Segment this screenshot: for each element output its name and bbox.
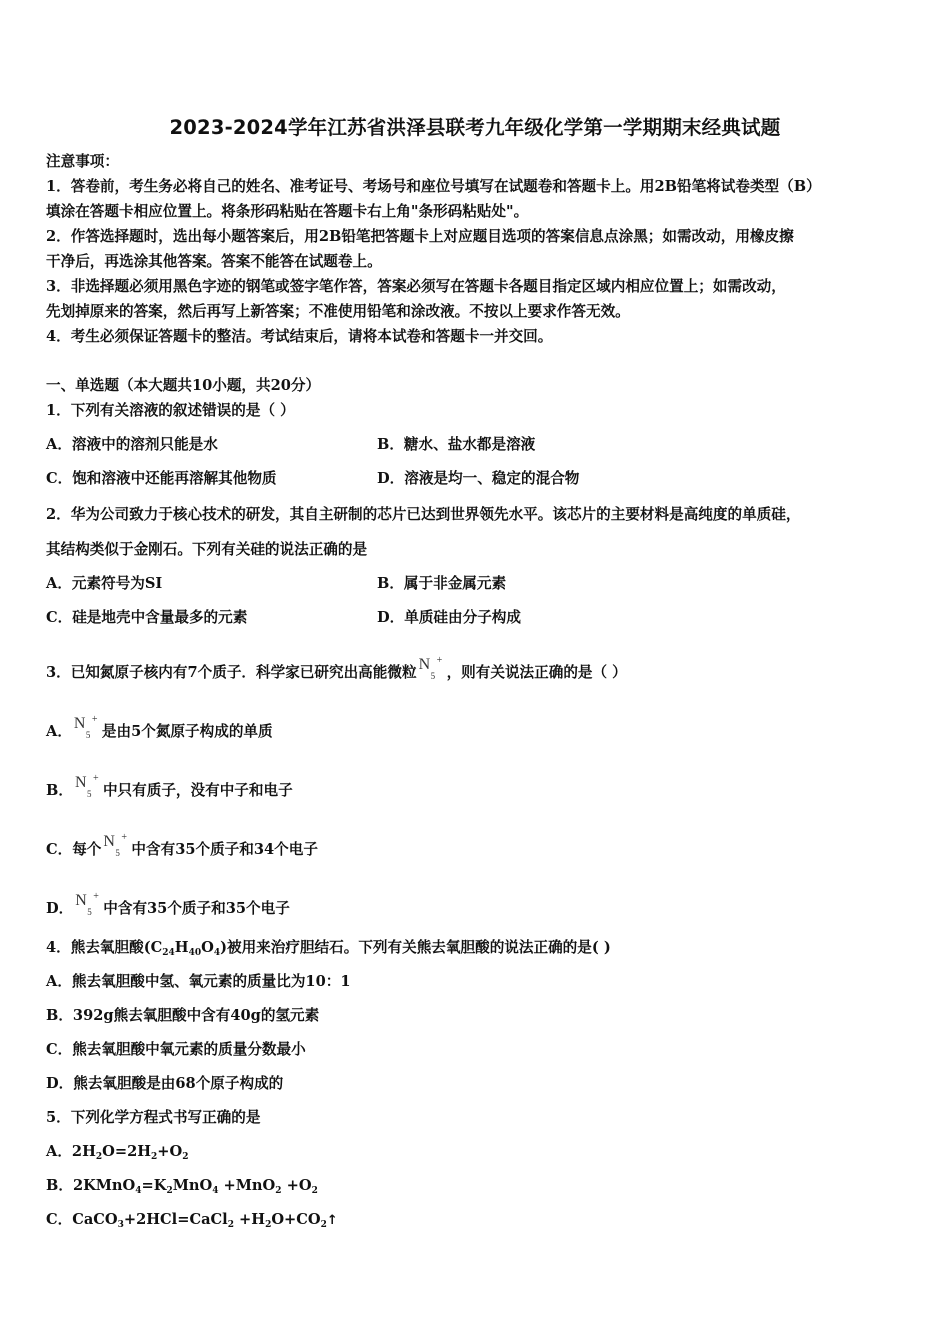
q1-option-c: C．饱和溶液中还能再溶解其他物质 [46, 470, 277, 487]
n5-ion-formula: N 5 + [74, 773, 99, 799]
q1-option-a: A．溶液中的溶剂只能是水 [46, 436, 218, 453]
notice-line: 先划掉原来的答案，然后再写上新答案；不准使用铅笔和涂改液。不按以上要求作答无效。 [46, 303, 630, 320]
notice-line: 干净后，再选涂其他答案。答案不能答在试题卷上。 [46, 253, 382, 270]
notice-line: 2．作答选择题时，选出每小题答案后，用2B铅笔把答题卡上对应题目选项的答案信息点涂黑；如需改动，用橡皮擦 [46, 228, 794, 245]
question-2-stem: 2．华为公司致力于核心技术的研发，其自主研制的芯片已达到世界领先水平。该芯片的主要材料是高纯度的单质硅， [46, 506, 801, 523]
question-5-stem: 5．下列化学方程式书写正确的是 [46, 1109, 261, 1126]
q2-option-c: C．硅是地壳中含量最多的元素 [46, 609, 248, 626]
notice-line: 3．非选择题必须用黑色字迹的钢笔或签字笔作答，答案必须写在答题卡各题目指定区域内相应位置上；如需改动， [46, 278, 786, 295]
q3-option-b: B． N 5 + 中只有质子，没有中子和电子 [46, 773, 293, 799]
section-heading: 一、单选题（本大题共10小题，共20分） [46, 377, 321, 394]
q2-option-b: B．属于非金属元素 [377, 575, 507, 592]
q3-stem-text: 3．已知氮原子核内有7个质子．科学家已研究出高能微粒 [46, 664, 417, 681]
n5-ion-formula: N 5 + [103, 832, 128, 858]
q3-stem-text: ，则有关说法正确的是（ ） [446, 664, 627, 681]
gas-arrow-icon: ↑ [326, 1213, 338, 1228]
question-1-stem: 1．下列有关溶液的叙述错误的是（ ） [46, 402, 295, 419]
q2-option-d: D．单质硅由分子构成 [377, 609, 522, 626]
q4-option-b: B．392g熊去氧胆酸中含有40g的氢元素 [46, 1007, 320, 1024]
notice-line: 4．考生必须保证答题卡的整洁。考试结束后，请将本试卷和答题卡一并交回。 [46, 328, 553, 345]
n5-ion-formula: N 5 + [418, 655, 443, 681]
q5-option-b: B．$2KMnO_4=K_2MnO_4 +MnO_2 +O_2$ [46, 1177, 318, 1196]
q1-option-d: D．溶液是均一、稳定的混合物 [377, 470, 580, 487]
q3-option-c: C．每个 N 5 + 中含有35个质子和34个电子 [46, 832, 318, 858]
question-4-stem: 4．熊去氧胆酸$(C_{24}H_{40}O_4)$被用来治疗胆结石。下列有关熊去氧胆酸的说法正确的是( ) [46, 939, 611, 958]
n5-ion-formula: N 5 + [73, 714, 98, 740]
q1-option-b: B．糖水、盐水都是溶液 [377, 436, 536, 453]
q4-option-c: C．熊去氧胆酸中氧元素的质量分数最小 [46, 1041, 306, 1058]
q5-option-a: A．$2H_2O=2H_2+O_2$ [46, 1143, 189, 1162]
n5-ion-formula: N 5 + [75, 891, 99, 917]
notice-heading: 注意事项： [46, 153, 119, 170]
q2-option-a: A．元素符号为SI [46, 575, 163, 592]
q4-option-a: A．熊去氧胆酸中氢、氧元素的质量比为10：1 [46, 973, 351, 990]
q5-option-c: C．CaCO$_3$+2HCl=CaCl$_2$ $+H_2O+CO_2↑$ [46, 1211, 338, 1230]
question-3-stem [46, 655, 627, 683]
page-title: 2023-2024学年江苏省洪泽县联考九年级化学第一学期期末经典试题 [169, 116, 781, 139]
question-2-stem-cont: 其结构类似于金刚石。下列有关硅的说法正确的是 [46, 541, 368, 558]
q3-option-d: D． N 5 + 中含有35个质子和35个电子 [46, 891, 290, 917]
notice-line: 填涂在答题卡相应位置上。将条形码粘贴在答题卡右上角"条形码粘贴处"。 [46, 203, 529, 220]
notice-line: 1．答卷前，考生务必将自己的姓名、准考证号、考场号和座位号填写在试题卷和答题卡上。用2B铅笔将试卷类型（B） [46, 178, 821, 195]
q3-option-a: A． N 5 + 是由5个氮原子构成的单质 [46, 714, 273, 740]
q4-option-d: D．熊去氧胆酸是由68个原子构成的 [46, 1075, 284, 1092]
